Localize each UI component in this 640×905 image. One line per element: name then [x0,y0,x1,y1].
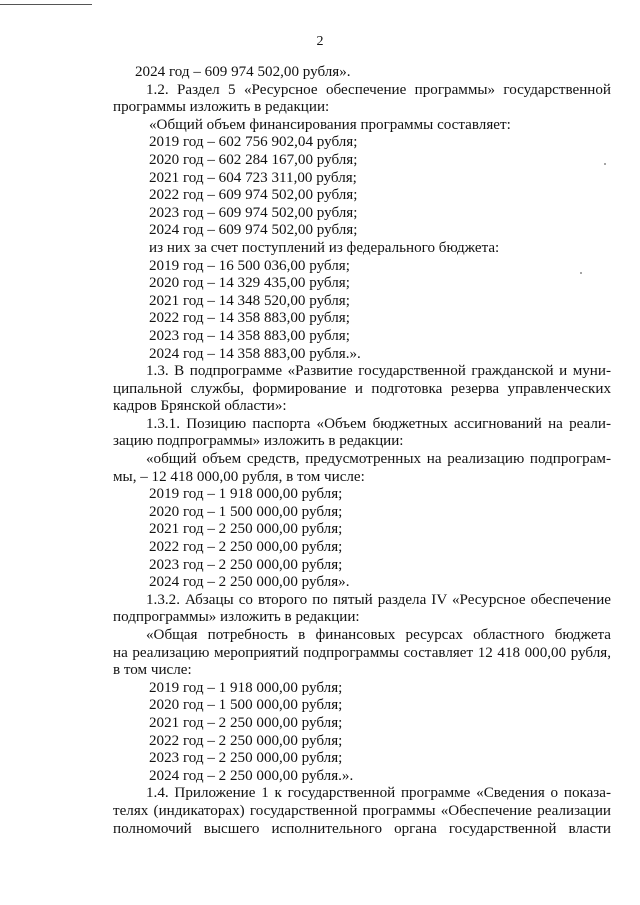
text-line: 2022 год – 2 250 000,00 рубля; [149,539,343,556]
text-line: подпрограммы» изложить в редакции: [113,609,360,626]
text-line: 1.4. Приложение 1 к государственной программе «Сведения о показа- [146,785,611,802]
text-line: 2023 год – 2 250 000,00 рубля; [149,556,343,573]
text-line: 2020 год – 14 329 435,00 рубля; [149,275,350,292]
text-line: на реализацию мероприятий подпрограммы составляет 12 418 000,00 рубля, [113,644,611,661]
text-line: 2023 год – 609 974 502,00 рубля; [149,204,358,221]
text-line: «Общая потребность в финансовых ресурсах областного бюджета [146,627,611,643]
text-line: 1.3. В подпрограмме «Развитие государственной гражданской и муни- [146,363,611,380]
text-line: 1.3.2. Абзацы со второго по пятый раздела IV «Ресурсное обеспечение [146,591,611,608]
scan-speck [604,163,606,165]
text-line: 2022 год – 14 358 883,00 рубля; [149,310,350,327]
text-line: 1.3.1. Позицию паспорта «Объем бюджетных ассигнований на реали- [146,415,611,432]
text-line: 2019 год – 602 756 902,04 рубля; [149,134,358,151]
text-line: «общий объем средств, предусмотренных на реализацию подпрограм- [146,451,611,468]
text-line: программы изложить в редакции: [113,99,330,116]
text-line: 2019 год – 1 918 000,00 рубля; [149,679,343,696]
scan-edge-line [0,4,92,5]
text-line: 2023 год – 14 358 883,00 рубля; [149,327,350,344]
text-line: 1.2. Раздел 5 «Ресурсное обеспечение программы» государственной [146,81,611,98]
text-line: мы, – 12 418 000,00 рубля, в том числе: [113,468,365,485]
text-line: 2019 год – 16 500 036,00 рубля; [149,257,350,274]
text-line: 2022 год – 609 974 502,00 рубля; [149,187,358,204]
text-line: 2021 год – 14 348 520,00 рубля; [149,292,350,309]
text-line: 2024 год – 2 250 000,00 рубля». [149,574,350,591]
text-line: 2021 год – 2 250 000,00 рубля; [149,714,343,731]
text-line: полномочий высшего исполнительного органа государственной власти [113,820,611,837]
text-line: 2019 год – 1 918 000,00 рубля; [149,486,343,503]
text-line: 2024 год – 14 358 883,00 рубля.». [149,345,361,362]
text-line: 2020 год – 1 500 000,00 рубля; [149,503,343,520]
text-line: зацию подпрограммы» изложить в редакции: [113,433,404,450]
text-line: 2020 год – 1 500 000,00 рубля; [149,697,343,714]
page-number: 2 [316,34,324,49]
text-line: 2022 год – 2 250 000,00 рубля; [149,732,343,749]
scan-speck [580,272,582,274]
text-line: «Общий объем финансирования программы составляет: [149,116,511,133]
text-line: 2024 год – 2 250 000,00 рубля.». [149,767,354,784]
text-line: 2024 год – 609 974 502,00 рубля; [149,222,358,239]
text-line: 2021 год – 2 250 000,00 рубля; [149,521,343,538]
text-line: 2024 год – 609 974 502,00 рубля». [135,64,351,80]
text-line: телях (индикаторах) государственной программы «Обеспечение реализации [113,802,611,819]
text-line: из них за счет поступлений из федерального бюджета: [149,239,500,256]
text-line: ципальной службы, формирование и подготовка резерва управленческих [113,380,611,397]
document-body [0,64,640,838]
text-line: кадров Брянской области»: [113,398,287,415]
text-line: 2020 год – 602 284 167,00 рубля; [149,151,358,168]
text-line: 2021 год – 604 723 311,00 рубля; [149,169,357,186]
text-line: в том числе: [113,662,192,679]
text-line: 2023 год – 2 250 000,00 рубля; [149,750,343,767]
